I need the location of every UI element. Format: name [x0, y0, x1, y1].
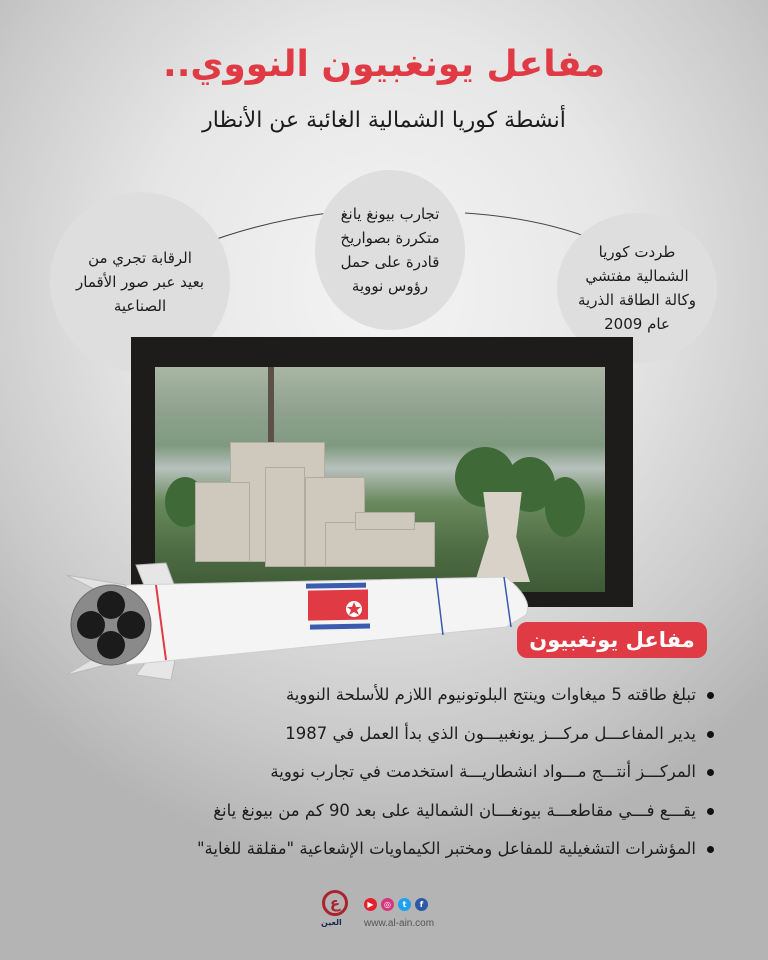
page-subtitle: أنشطة كوريا الشمالية الغائبة عن الأنظار [202, 108, 566, 133]
bullet-icon [707, 846, 714, 853]
twitter-icon[interactable]: t [398, 898, 411, 911]
fact-line: رؤوس نووية [351, 277, 429, 295]
al-ain-logo-icon[interactable]: ع [322, 890, 348, 916]
list-item-text: المؤشرات التشغيلية للمفاعل ومختبر الكيماويات الإشعاعية "مقلقة للغاية" [196, 839, 696, 858]
list-item [116, 680, 716, 719]
page-title: مفاعل يونغبيون النووي.. [163, 44, 605, 85]
list-item [116, 719, 716, 758]
bullet-icon [707, 808, 714, 815]
fact-line: قادرة على حمل [340, 253, 440, 271]
fact-circle-missile-tests [315, 170, 465, 330]
footer [318, 888, 458, 938]
list-item-text: المركـــز أنتـــج مـــواد انشطاريـــة استخدمت في تجارب نووية [270, 762, 696, 781]
bullet-icon [707, 692, 714, 699]
fact-line: تجارب بيونغ يانغ [340, 205, 440, 223]
fact-line: وكالة الطاقة الذرية [578, 291, 697, 309]
list-item-text: يدير المفاعـــل مركـــز يونغبيـــون الذي بدأ العمل في 1987 [285, 723, 696, 743]
bullet-icon [707, 731, 714, 738]
fact-line: الرقابة تجري من [88, 249, 192, 267]
fact-line: الصناعية [113, 297, 167, 315]
bullet-icon [707, 769, 714, 776]
facts-list [116, 680, 716, 873]
fact-line: طردت كوريا [598, 243, 676, 261]
fact-line: بعيد عبر صور الأقمار [76, 273, 204, 291]
fact-line: عام 2009 [604, 315, 670, 333]
list-item [116, 757, 716, 796]
missile-illustration [56, 555, 536, 695]
website-link[interactable]: www.al-ain.com [364, 918, 435, 929]
list-item [116, 834, 716, 873]
fact-line: متكررة بصواريخ [340, 229, 440, 247]
list-item-text: يقـــع فـــي مقاطعـــة بيونغـــان الشمالية على بعد 90 كم من بيونغ يانغ [213, 800, 696, 820]
section-badge: مفاعل يونغبيون [517, 622, 707, 658]
youtube-icon[interactable]: ▶ [364, 898, 377, 911]
logo-text: العين [321, 918, 342, 927]
social-links [364, 898, 428, 911]
fact-line: الشمالية مفتشي [585, 267, 689, 285]
list-item [116, 796, 716, 835]
instagram-icon[interactable]: ◎ [381, 898, 394, 911]
list-item-text: تبلغ طاقته 5 ميغاوات وينتج البلوتونيوم اللازم للأسلحة النووية [285, 685, 696, 704]
facebook-icon[interactable]: f [415, 898, 428, 911]
